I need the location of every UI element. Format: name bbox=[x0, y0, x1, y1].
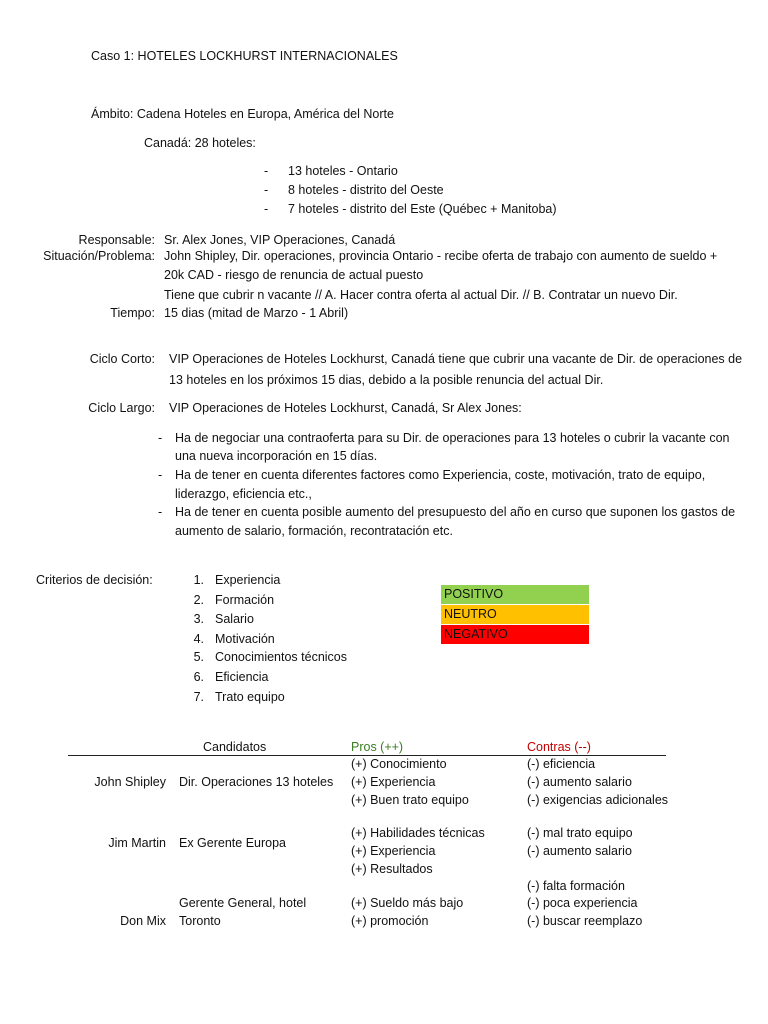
bullet-line: Ha de tener en cuenta diferentes factores como Experiencia, coste, motivación, trato de equipo, bbox=[175, 468, 706, 482]
list-bullet: - bbox=[264, 202, 269, 216]
bullet-line: liderazgo, eficiencia etc., bbox=[175, 487, 312, 501]
list-item: 7 hoteles - distrito del Este (Québec + Manitoba) bbox=[288, 202, 557, 216]
pro-item: (+) Sueldo más bajo bbox=[351, 896, 464, 910]
criterios-label: Criterios de decisión: bbox=[36, 573, 153, 587]
legend-negativo: NEGATIVO bbox=[441, 625, 589, 644]
pro-item: (+) Experiencia bbox=[351, 844, 436, 858]
legend-neutro: NEUTRO bbox=[441, 605, 589, 624]
list-number: 1. bbox=[193, 573, 204, 587]
list-bullet: - bbox=[264, 183, 269, 197]
list-item: Salario bbox=[215, 612, 254, 626]
list-item: Conocimientos técnicos bbox=[215, 650, 348, 664]
ciclo-largo-value: VIP Operaciones de Hoteles Lockhurst, Canadá, Sr Alex Jones: bbox=[169, 401, 522, 415]
ciclo-corto-line: 13 hoteles en los próximos 15 dias, debido a la posible renuncia del actual Dir. bbox=[169, 373, 604, 387]
contra-item: (-) mal trato equipo bbox=[527, 826, 633, 840]
candidate-name: John Shipley bbox=[94, 775, 166, 789]
list-item: 13 hoteles - Ontario bbox=[288, 164, 398, 178]
contra-item: (-) eficiencia bbox=[527, 757, 596, 771]
candidate-role: Toronto bbox=[179, 914, 221, 928]
list-item: Trato equipo bbox=[215, 690, 285, 704]
case-title: Caso 1: HOTELES LOCKHURST INTERNACIONALES bbox=[91, 49, 398, 63]
list-number: 7. bbox=[193, 690, 204, 704]
header-contras: Contras (--) bbox=[527, 740, 591, 754]
list-item: 8 hoteles - distrito del Oeste bbox=[288, 183, 444, 197]
pro-item: (+) promoción bbox=[351, 914, 429, 928]
canada-line: Canadá: 28 hoteles: bbox=[144, 136, 256, 150]
pro-item: (+) Habilidades técnicas bbox=[351, 826, 485, 840]
ciclo-corto-label: Ciclo Corto: bbox=[89, 352, 155, 366]
list-item: Eficiencia bbox=[215, 670, 269, 684]
contra-item: (-) buscar reemplazo bbox=[527, 914, 643, 928]
contra-item: (-) poca experiencia bbox=[527, 896, 638, 910]
list-number: 4. bbox=[193, 632, 204, 646]
list-item: Experiencia bbox=[215, 573, 281, 587]
contra-item: (-) falta formación bbox=[527, 879, 625, 893]
list-bullet: - bbox=[158, 468, 163, 482]
list-bullet: - bbox=[264, 164, 269, 178]
legend-positivo: POSITIVO bbox=[441, 585, 589, 604]
situacion-label: Situación/Problema: bbox=[43, 249, 155, 263]
responsable-value: Sr. Alex Jones, VIP Operaciones, Canadá bbox=[164, 233, 396, 247]
list-number: 3. bbox=[193, 612, 204, 626]
bullet-line: Ha de tener en cuenta posible aumento del presupuesto del año en curso que suponen los gastos de bbox=[175, 505, 736, 519]
pro-item: (+) Experiencia bbox=[351, 775, 436, 789]
header-pros: Pros (++) bbox=[351, 740, 404, 754]
tiempo-label: Tiempo: bbox=[110, 306, 155, 320]
candidate-role: Ex Gerente Europa bbox=[179, 836, 287, 850]
list-bullet: - bbox=[158, 505, 163, 519]
contra-item: (-) aumento salario bbox=[527, 844, 632, 858]
header-candidatos: Candidatos bbox=[203, 740, 267, 754]
contra-item: (-) exigencias adicionales bbox=[527, 793, 669, 807]
bullet-line: aumento de salario, formación, recontratación etc. bbox=[175, 524, 453, 538]
pro-item: (+) Conocimiento bbox=[351, 757, 447, 771]
situacion-line: 20k CAD - riesgo de renuncia de actual puesto bbox=[164, 268, 424, 282]
responsable-label: Responsable: bbox=[78, 233, 155, 247]
pro-item: (+) Resultados bbox=[351, 862, 433, 876]
bullet-line: una nueva incorporación en 15 días. bbox=[175, 449, 378, 463]
candidate-name: Don Mix bbox=[120, 914, 166, 928]
list-bullet: - bbox=[158, 431, 163, 445]
pro-item: (+) Buen trato equipo bbox=[351, 793, 469, 807]
list-number: 6. bbox=[193, 670, 204, 684]
candidate-role: Gerente General, hotel bbox=[179, 896, 307, 910]
ciclo-corto-line: VIP Operaciones de Hoteles Lockhurst, Canadá tiene que cubrir una vacante de Dir. de operaciones de bbox=[169, 352, 743, 366]
situacion-line: Tiene que cubrir n vacante // A. Hacer contra oferta al actual Dir. // B. Contratar un nuevo Dir. bbox=[164, 288, 678, 302]
situacion-line: John Shipley, Dir. operaciones, provincia Ontario - recibe oferta de trabajo con aumento de sueldo + bbox=[164, 249, 718, 263]
ciclo-largo-label: Ciclo Largo: bbox=[88, 401, 155, 415]
candidate-role: Dir. Operaciones 13 hoteles bbox=[179, 775, 334, 789]
list-item: Formación bbox=[215, 593, 275, 607]
candidate-name: Jim Martin bbox=[108, 836, 166, 850]
contra-item: (-) aumento salario bbox=[527, 775, 632, 789]
list-item: Motivación bbox=[215, 632, 275, 646]
list-number: 5. bbox=[193, 650, 204, 664]
bullet-line: Ha de negociar una contraoferta para su Dir. de operaciones para 13 hoteles o cubrir la vacante con bbox=[175, 431, 730, 445]
tiempo-value: 15 dias (mitad de Marzo - 1 Abril) bbox=[164, 306, 349, 320]
list-number: 2. bbox=[193, 593, 204, 607]
ambito-line: Ámbito: Cadena Hoteles en Europa, América del Norte bbox=[91, 107, 394, 121]
